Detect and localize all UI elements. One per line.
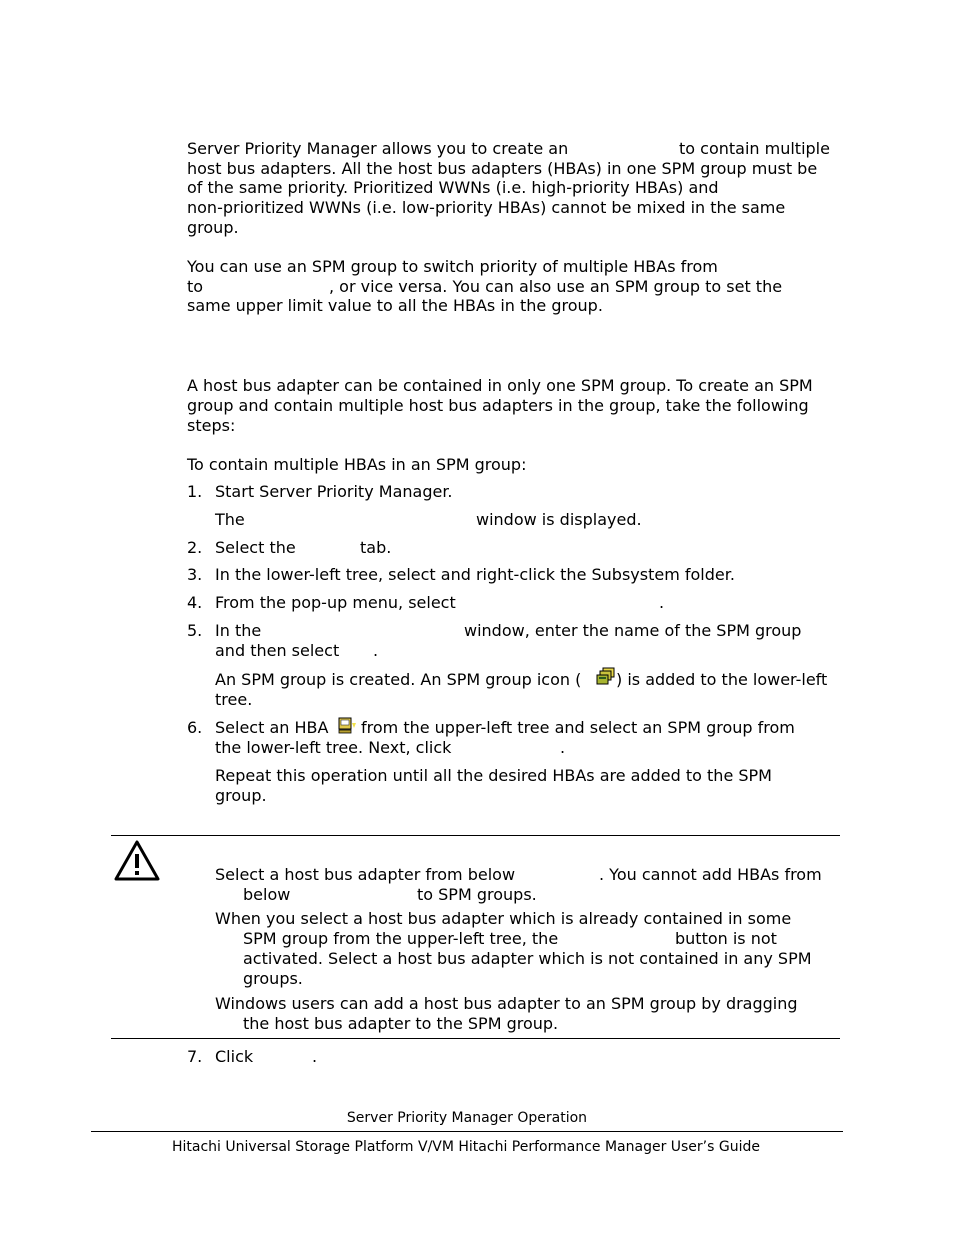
para3-line-1: A host bus adapter can be contained in only one SPM group. To create an SPM <box>187 376 813 395</box>
caution-item-2-e: groups. <box>243 969 303 988</box>
step-5-result-3: tree. <box>215 690 253 709</box>
step-1-text: Start Server Priority Manager. <box>215 482 453 501</box>
caution-item-3-b: the host bus adapter to the SPM group. <box>243 1014 559 1033</box>
step-2-text-b: tab. <box>360 538 392 557</box>
step-6-text-d: . <box>560 738 566 757</box>
procedure-intro: To contain multiple HBAs in an SPM group: <box>187 455 527 474</box>
step-1-result-b: window is displayed. <box>476 510 642 529</box>
caution-item-1-c: below <box>243 885 291 904</box>
step-5-text-a: In the <box>215 621 262 640</box>
intro-line-2: host bus adapters. All the host bus adapters (HBAs) in one SPM group must be <box>187 159 818 178</box>
intro-line-1b: to contain multiple <box>679 139 830 158</box>
step-4-number: 4. <box>187 593 203 612</box>
step-7-text-a: Click <box>215 1047 254 1066</box>
step-1-result-a: The <box>215 510 245 529</box>
step-2-text-a: Select the <box>215 538 296 557</box>
step-6-result-1: Repeat this operation until all the desired HBAs are added to the SPM <box>215 766 772 785</box>
caution-item-2-c: button is not <box>675 929 777 948</box>
step-3-number: 3. <box>187 565 203 584</box>
footer-section-title: Server Priority Manager Operation <box>346 1110 588 1126</box>
step-2-number: 2. <box>187 538 203 557</box>
para3-line-3: steps: <box>187 416 236 435</box>
step-4-text-a: From the pop-up menu, select <box>215 593 456 612</box>
step-5-result-1: An SPM group is created. An SPM group icon ( <box>215 670 582 689</box>
caution-item-2-a: When you select a host bus adapter which is already contained in some <box>215 909 792 928</box>
caution-item-1-a: Select a host bus adapter from below <box>215 865 516 884</box>
step-4-text-b: . <box>659 593 665 612</box>
spm-group-icon <box>596 667 616 687</box>
step-5-number: 5. <box>187 621 203 640</box>
step-5-text-d: . <box>373 641 379 660</box>
warning-icon <box>113 839 161 883</box>
intro-line-3: of the same priority. Prioritized WWNs (i.e. high-priority HBAs) and <box>187 178 719 197</box>
footer-guide-title: Hitachi Universal Storage Platform V/VM Hitachi Performance Manager User’s Guide <box>172 1139 760 1155</box>
caution-item-2-d: activated. Select a host bus adapter which is not contained in any SPM <box>243 949 812 968</box>
intro-line-4: non-prioritized WWNs (i.e. low-priority HBAs) cannot be mixed in the same <box>187 198 786 217</box>
caution-item-1-b: . You cannot add HBAs from <box>599 865 822 884</box>
caution-top-rule <box>111 835 840 836</box>
step-1-number: 1. <box>187 482 203 501</box>
step-6-text-b: from the upper-left tree and select an SPM group from <box>361 718 795 737</box>
para3-line-2: group and contain multiple host bus adapters in the group, take the following <box>187 396 809 415</box>
step-6-result-2: group. <box>215 786 267 805</box>
step-7-text-b: . <box>312 1047 318 1066</box>
caution-item-3-a: Windows users can add a host bus adapter to an SPM group by dragging <box>215 994 798 1013</box>
para2-line-2a: to <box>187 277 204 296</box>
caution-item-2-b: SPM group from the upper-left tree, the <box>243 929 559 948</box>
para2-line-3: same upper limit value to all the HBAs in the group. <box>187 296 603 315</box>
step-7-number: 7. <box>187 1047 203 1066</box>
step-6-number: 6. <box>187 718 203 737</box>
step-3-text: In the lower-left tree, select and right-click the Subsystem folder. <box>215 565 735 584</box>
intro-line-5: group. <box>187 218 239 237</box>
para2-line-1: You can use an SPM group to switch priority of multiple HBAs from <box>187 257 718 276</box>
caution-bottom-rule <box>111 1038 840 1039</box>
step-5-result-2: ) is added to the lower-left <box>616 670 828 689</box>
caution-item-1-d: to SPM groups. <box>417 885 537 904</box>
footer-rule <box>91 1131 843 1132</box>
step-6-text-a: Select an HBA <box>215 718 329 737</box>
para2-line-2b: , or vice versa. You can also use an SPM group to set the <box>329 277 783 296</box>
step-5-text-c: and then select <box>215 641 340 660</box>
step-6-text-c: the lower-left tree. Next, click <box>215 738 452 757</box>
intro-line-1a: Server Priority Manager allows you to create an <box>187 139 569 158</box>
step-5-text-b: window, enter the name of the SPM group <box>464 621 802 640</box>
hba-icon <box>337 716 357 736</box>
